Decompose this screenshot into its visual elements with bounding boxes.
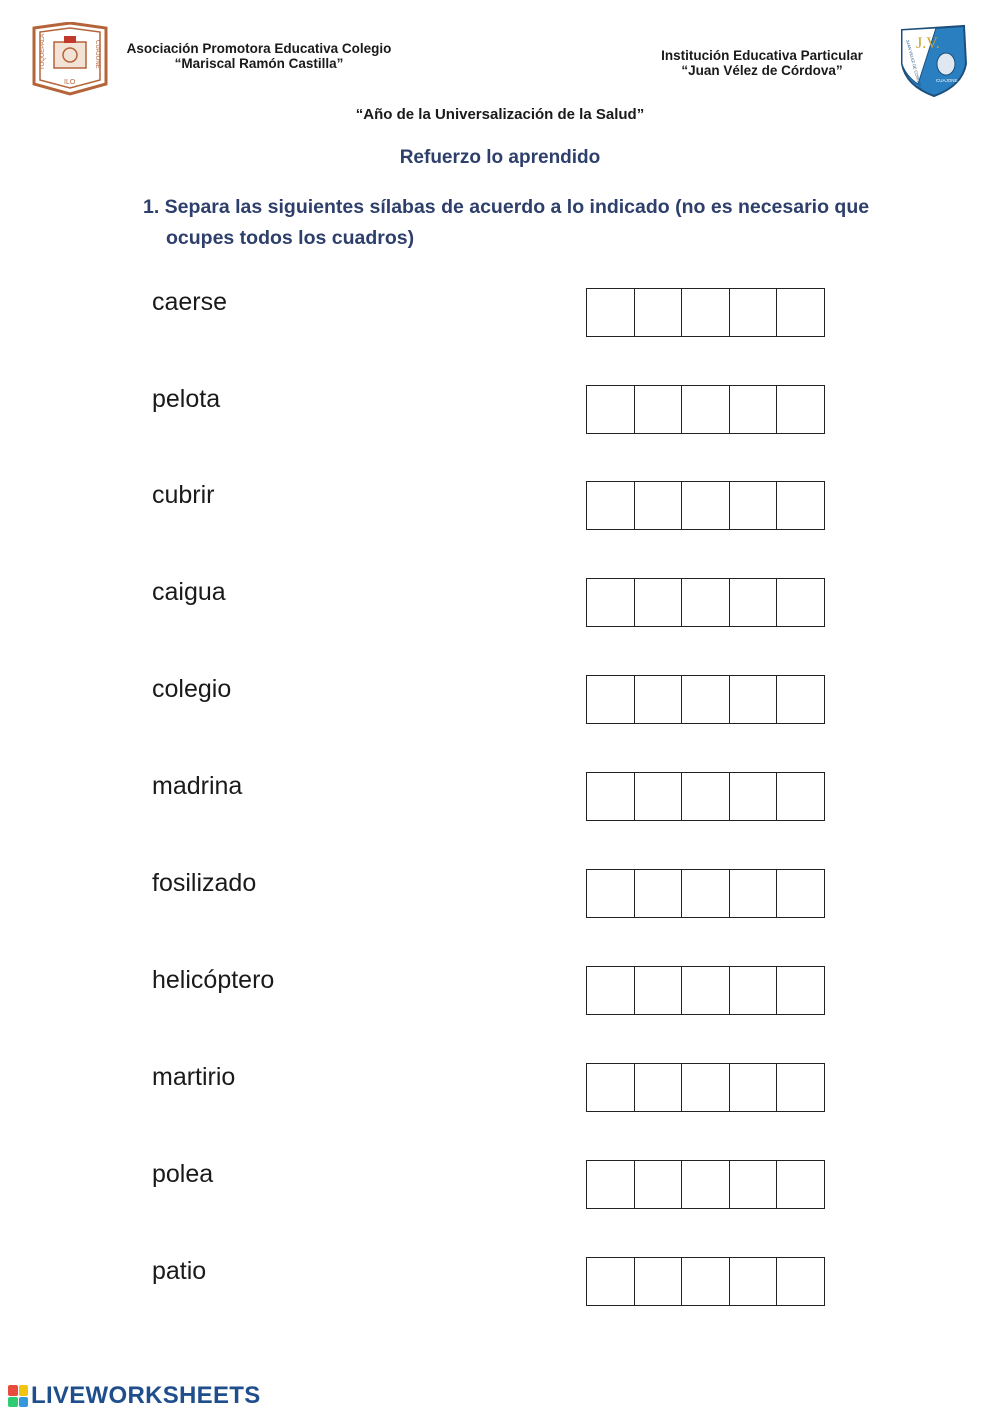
syllable-boxes: [586, 385, 825, 434]
syllable-boxes: [586, 1063, 825, 1112]
syllable-boxes: [586, 578, 825, 627]
year-motto: “Año de la Universalización de la Salud”: [355, 106, 645, 123]
syllable-box[interactable]: [587, 1161, 635, 1208]
syllable-box[interactable]: [587, 579, 635, 626]
syllable-boxes: [586, 966, 825, 1015]
syllable-box[interactable]: [635, 482, 683, 529]
syllable-box[interactable]: [635, 289, 683, 336]
syllable-boxes: [586, 288, 825, 337]
liveworksheets-brand: LIVEWORKSHEETS: [31, 1382, 261, 1409]
crest-initials: J.V.: [916, 35, 940, 52]
syllable-box[interactable]: [587, 1064, 635, 1111]
syllable-box[interactable]: [635, 773, 683, 820]
syllable-box[interactable]: [635, 870, 683, 917]
syllable-box[interactable]: [730, 1064, 778, 1111]
right-school-name: [656, 48, 868, 78]
crest-bottom-label: ILO: [64, 79, 76, 86]
syllable-box[interactable]: [587, 289, 635, 336]
syllable-box[interactable]: [682, 773, 730, 820]
school-crest-right-icon: [896, 24, 970, 98]
crest-left-side-label: TOQUEPALA: [40, 33, 46, 70]
syllable-box[interactable]: [777, 967, 824, 1014]
word-label: martirio: [152, 1063, 236, 1091]
word-label: patio: [152, 1257, 207, 1285]
syllable-box[interactable]: [682, 676, 730, 723]
liveworksheets-footer[interactable]: [8, 1382, 261, 1410]
crest-right-side-label: CUAJONE: [94, 40, 100, 69]
syllable-box[interactable]: [587, 676, 635, 723]
syllable-box[interactable]: [587, 773, 635, 820]
syllable-box[interactable]: [730, 1258, 778, 1305]
syllable-box[interactable]: [730, 676, 778, 723]
syllable-box[interactable]: [777, 773, 824, 820]
syllable-box[interactable]: [635, 1161, 683, 1208]
left-school-name: [124, 41, 394, 71]
syllable-box[interactable]: [730, 579, 778, 626]
word-label: cubrir: [152, 481, 215, 509]
syllable-box[interactable]: [587, 1258, 635, 1305]
word-label: caerse: [152, 288, 228, 316]
syllable-box[interactable]: [587, 386, 635, 433]
syllable-box[interactable]: [682, 967, 730, 1014]
syllable-box[interactable]: [635, 1258, 683, 1305]
syllable-boxes: [586, 772, 825, 821]
word-label: caigua: [152, 578, 226, 606]
syllable-boxes: [586, 1257, 825, 1306]
syllable-box[interactable]: [730, 386, 778, 433]
word-label: fosilizado: [152, 869, 257, 897]
syllable-box[interactable]: [682, 1161, 730, 1208]
syllable-box[interactable]: [682, 289, 730, 336]
syllable-box[interactable]: [730, 967, 778, 1014]
syllable-boxes: [586, 869, 825, 918]
right-school-line2: “Juan Vélez de Córdova”: [681, 63, 843, 78]
syllable-box[interactable]: [635, 579, 683, 626]
syllable-box[interactable]: [777, 676, 824, 723]
syllable-box[interactable]: [587, 482, 635, 529]
syllable-box[interactable]: [730, 482, 778, 529]
word-label: madrina: [152, 772, 243, 800]
syllable-box[interactable]: [777, 289, 824, 336]
syllable-box[interactable]: [777, 1161, 824, 1208]
syllable-box[interactable]: [682, 579, 730, 626]
syllable-box[interactable]: [682, 870, 730, 917]
syllable-box[interactable]: [777, 1258, 824, 1305]
syllable-box[interactable]: [682, 1064, 730, 1111]
syllable-box[interactable]: [730, 289, 778, 336]
syllable-box[interactable]: [777, 482, 824, 529]
syllable-boxes: [586, 675, 825, 724]
word-label: polea: [152, 1160, 214, 1188]
syllable-box[interactable]: [635, 967, 683, 1014]
syllable-boxes: [586, 481, 825, 530]
syllable-box[interactable]: [587, 967, 635, 1014]
syllable-box[interactable]: [682, 482, 730, 529]
syllable-box[interactable]: [777, 1064, 824, 1111]
syllable-box[interactable]: [587, 870, 635, 917]
school-crest-left-icon: [30, 22, 110, 96]
syllable-box[interactable]: [635, 1064, 683, 1111]
left-school-line1: Asociación Promotora Educativa Colegio: [126, 41, 392, 56]
syllable-boxes: [586, 1160, 825, 1209]
syllable-box[interactable]: [777, 870, 824, 917]
syllable-box[interactable]: [682, 1258, 730, 1305]
syllable-box[interactable]: [777, 386, 824, 433]
right-school-line1: Institución Educativa Particular: [661, 48, 863, 63]
word-label: helicóptero: [152, 966, 275, 994]
liveworksheets-logo-icon: [8, 1385, 28, 1407]
syllable-box[interactable]: [730, 1161, 778, 1208]
crest-band-label: JUAN VELEZ DE CORDOVA: [905, 38, 924, 91]
syllable-box[interactable]: [635, 386, 683, 433]
syllable-box[interactable]: [730, 773, 778, 820]
left-school-line2: “Mariscal Ramón Castilla”: [174, 56, 344, 71]
worksheet-title: Refuerzo lo aprendido: [399, 147, 601, 168]
instruction-text: 1. Separa las siguientes sílabas de acuerdo a lo indicado (no es necesario que ocupes todos los cuadros): [143, 196, 870, 249]
syllable-box[interactable]: [682, 386, 730, 433]
word-label: pelota: [152, 385, 221, 413]
syllable-box[interactable]: [730, 870, 778, 917]
syllable-box[interactable]: [635, 676, 683, 723]
word-label: colegio: [152, 675, 232, 703]
syllable-box[interactable]: [777, 579, 824, 626]
crest-small-label: CUAJONE: [936, 78, 958, 83]
